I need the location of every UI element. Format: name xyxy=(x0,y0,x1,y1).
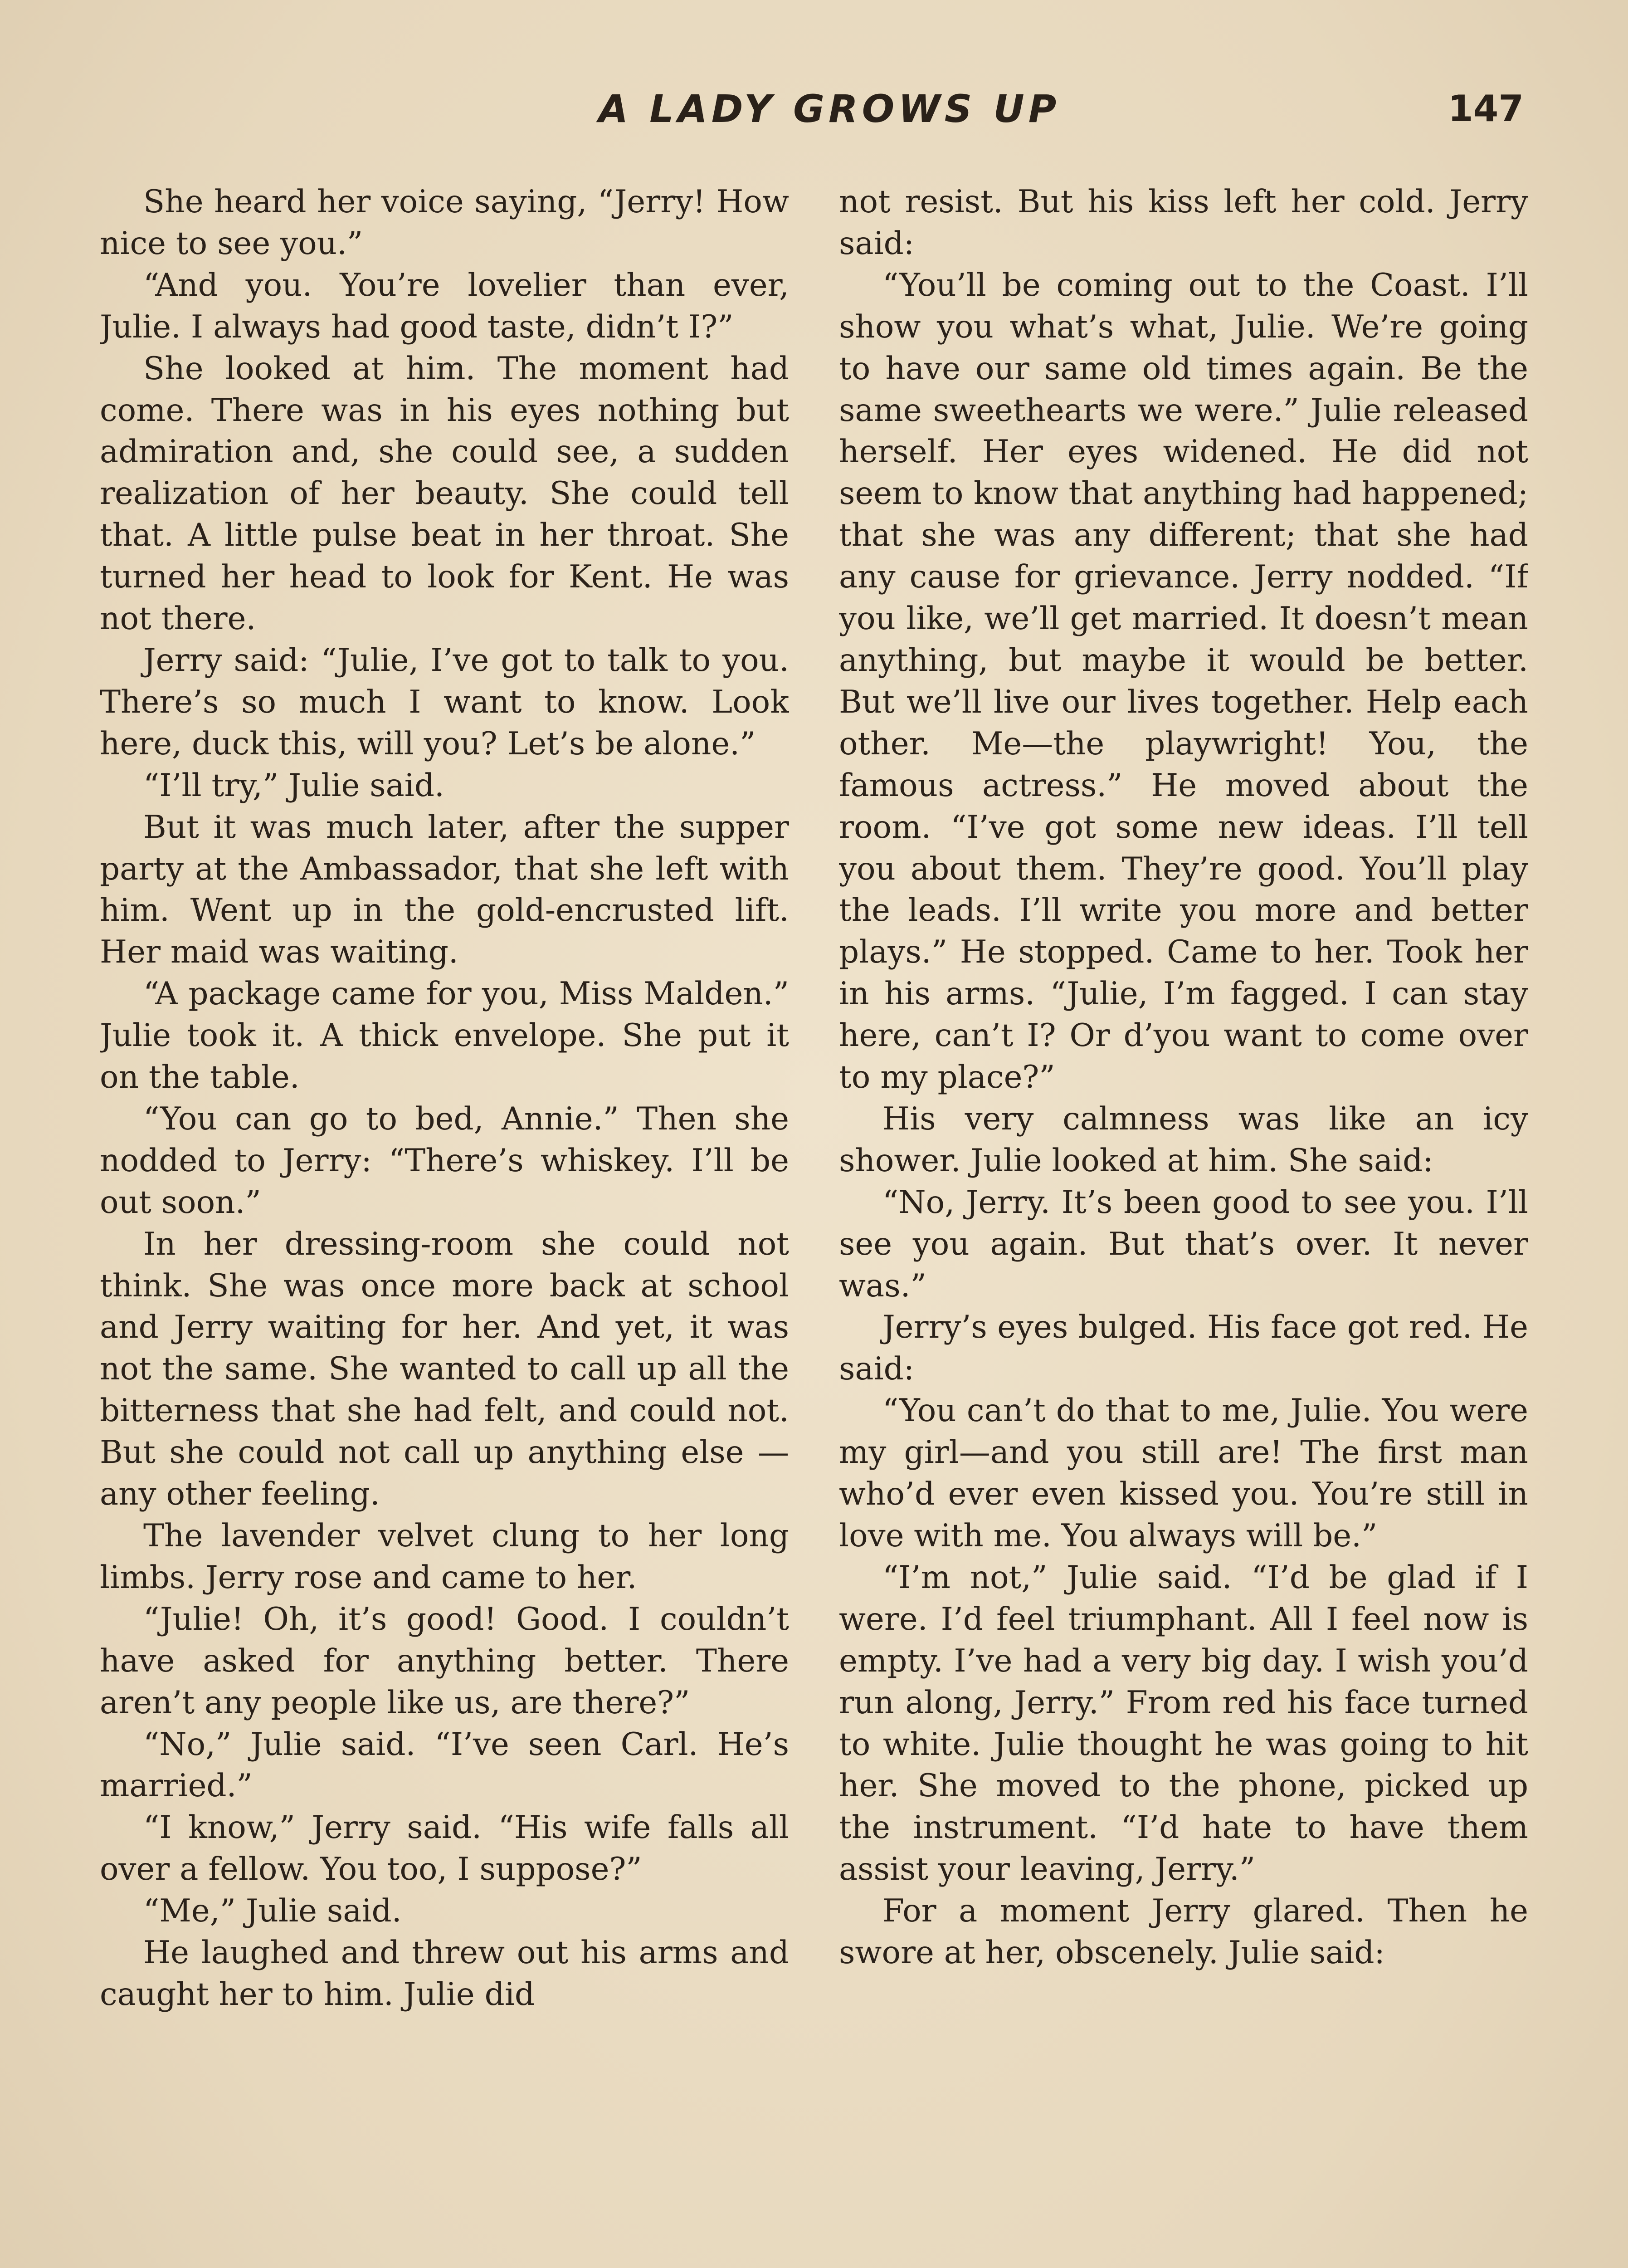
paragraph: The lavender velvet clung to her long limbs. Jerry rose and came to her. xyxy=(100,1518,789,1596)
running-title: A LADY GROWS UP xyxy=(599,87,1061,131)
paragraph: “You can’t do that to me, Julie. You were my girl—and you still are! The first man who’d ever even kissed you. You’re still in love with me. You always will be.” xyxy=(839,1393,1528,1554)
paragraph: He laughed and threw out his arms and caught her to him. Julie did xyxy=(100,1935,789,2013)
page-header xyxy=(599,82,1524,141)
paragraph: “Julie! Oh, it’s good! Good. I couldn’t have asked for anything better. There aren’t any people like us, are there?” xyxy=(100,1601,789,1721)
left-column xyxy=(100,181,789,2268)
paragraph-continued: not resist. But his kiss left her cold. Jerry said: xyxy=(839,184,1528,262)
paragraph: “And you. You’re lovelier than ever, Julie. I always had good taste, didn’t I?” xyxy=(100,267,789,345)
paragraph: “No,” Julie said. “I’ve seen Carl. He’s married.” xyxy=(100,1726,789,1804)
paragraph: “A package came for you, Miss Malden.” Julie took it. A thick envelope. She put it on the table. xyxy=(100,976,789,1096)
paragraph: Jerry’s eyes bulged. His face got red. He said: xyxy=(839,1309,1528,1388)
text-columns xyxy=(100,181,1528,2268)
paragraph: She heard her voice saying, “Jerry! How nice to see you.” xyxy=(100,184,789,262)
paragraph: She looked at him. The moment had come. There was in his eyes nothing but admiration and, she could see, a sudden realization of her beauty. She could tell that. A little pulse beat in her throat. She turned her head to look for Kent. He was not there. xyxy=(100,350,789,637)
paragraph: “You can go to bed, Annie.” Then she nodded to Jerry: “There’s whiskey. I’ll be out soon.” xyxy=(100,1100,789,1221)
paragraph: Jerry said: “Julie, I’ve got to talk to you. There’s so much I want to know. Look here, duck this, will you? Let’s be alone.” xyxy=(100,642,789,762)
page-number: 147 xyxy=(1448,88,1524,130)
paragraph: His very calmness was like an icy shower. Julie looked at him. She said: xyxy=(839,1100,1528,1179)
paragraph: In her dressing-room she could not think. She was once more back at school and Jerry waiting for her. And yet, it was not the same. She wanted to call up all the bitterness that she had felt, and could not. But she could not call up anything else —any other feeling. xyxy=(100,1226,789,1513)
paragraph: But it was much later, after the supper party at the Ambassador, that she left with him. Went up in the gold-encrusted lift. Her maid was waiting. xyxy=(100,809,789,971)
paragraph: “I’ll try,” Julie said. xyxy=(143,767,444,804)
paragraph: “I know,” Jerry said. “His wife falls all over a fellow. You too, I suppose?” xyxy=(100,1809,789,1888)
paragraph: “No, Jerry. It’s been good to see you. I’ll see you again. But that’s over. It never was.” xyxy=(839,1184,1528,1304)
paragraph: For a moment Jerry glared. Then he swore at her, obscenely. Julie said: xyxy=(839,1893,1528,1971)
paragraph: “I’m not,” Julie said. “I’d be glad if I were. I’d feel triumphant. All I feel now is empty. I’ve had a very big day. I wish you’d run along, Jerry.” From red his face turned to white. Julie thought he was going to hit her. She moved to the phone, picked up the instrument. “I’d hate to have them assist your leaving, Jerry.” xyxy=(839,1559,1528,1888)
paragraph: “You’ll be coming out to the Coast. I’ll show you what’s what, Julie. We’re going to have our same old times again. Be the same sweethearts we were.” Julie released herself. Her eyes widened. He did not seem to know that anything had happened; that she was any different; that she had any cause for grievance. Jerry nodded. “If you like, we’ll get married. It doesn’t mean anything, but maybe it would be better. But we’ll live our lives together. Help each other. Me—the playwright! You, the famous actress.” He moved about the room. “I’ve got some new ideas. I’ll tell you about them. They’re good. You’ll play the leads. I’ll write you more and better plays.” He stopped. Came to her. Took her in his arms. “Julie, I’m fagged. I can stay here, can’t I? Or d’you want to come over to my place?” xyxy=(839,267,1528,1096)
paragraph: “Me,” Julie said. xyxy=(143,1893,402,1930)
right-column xyxy=(839,181,1528,2268)
